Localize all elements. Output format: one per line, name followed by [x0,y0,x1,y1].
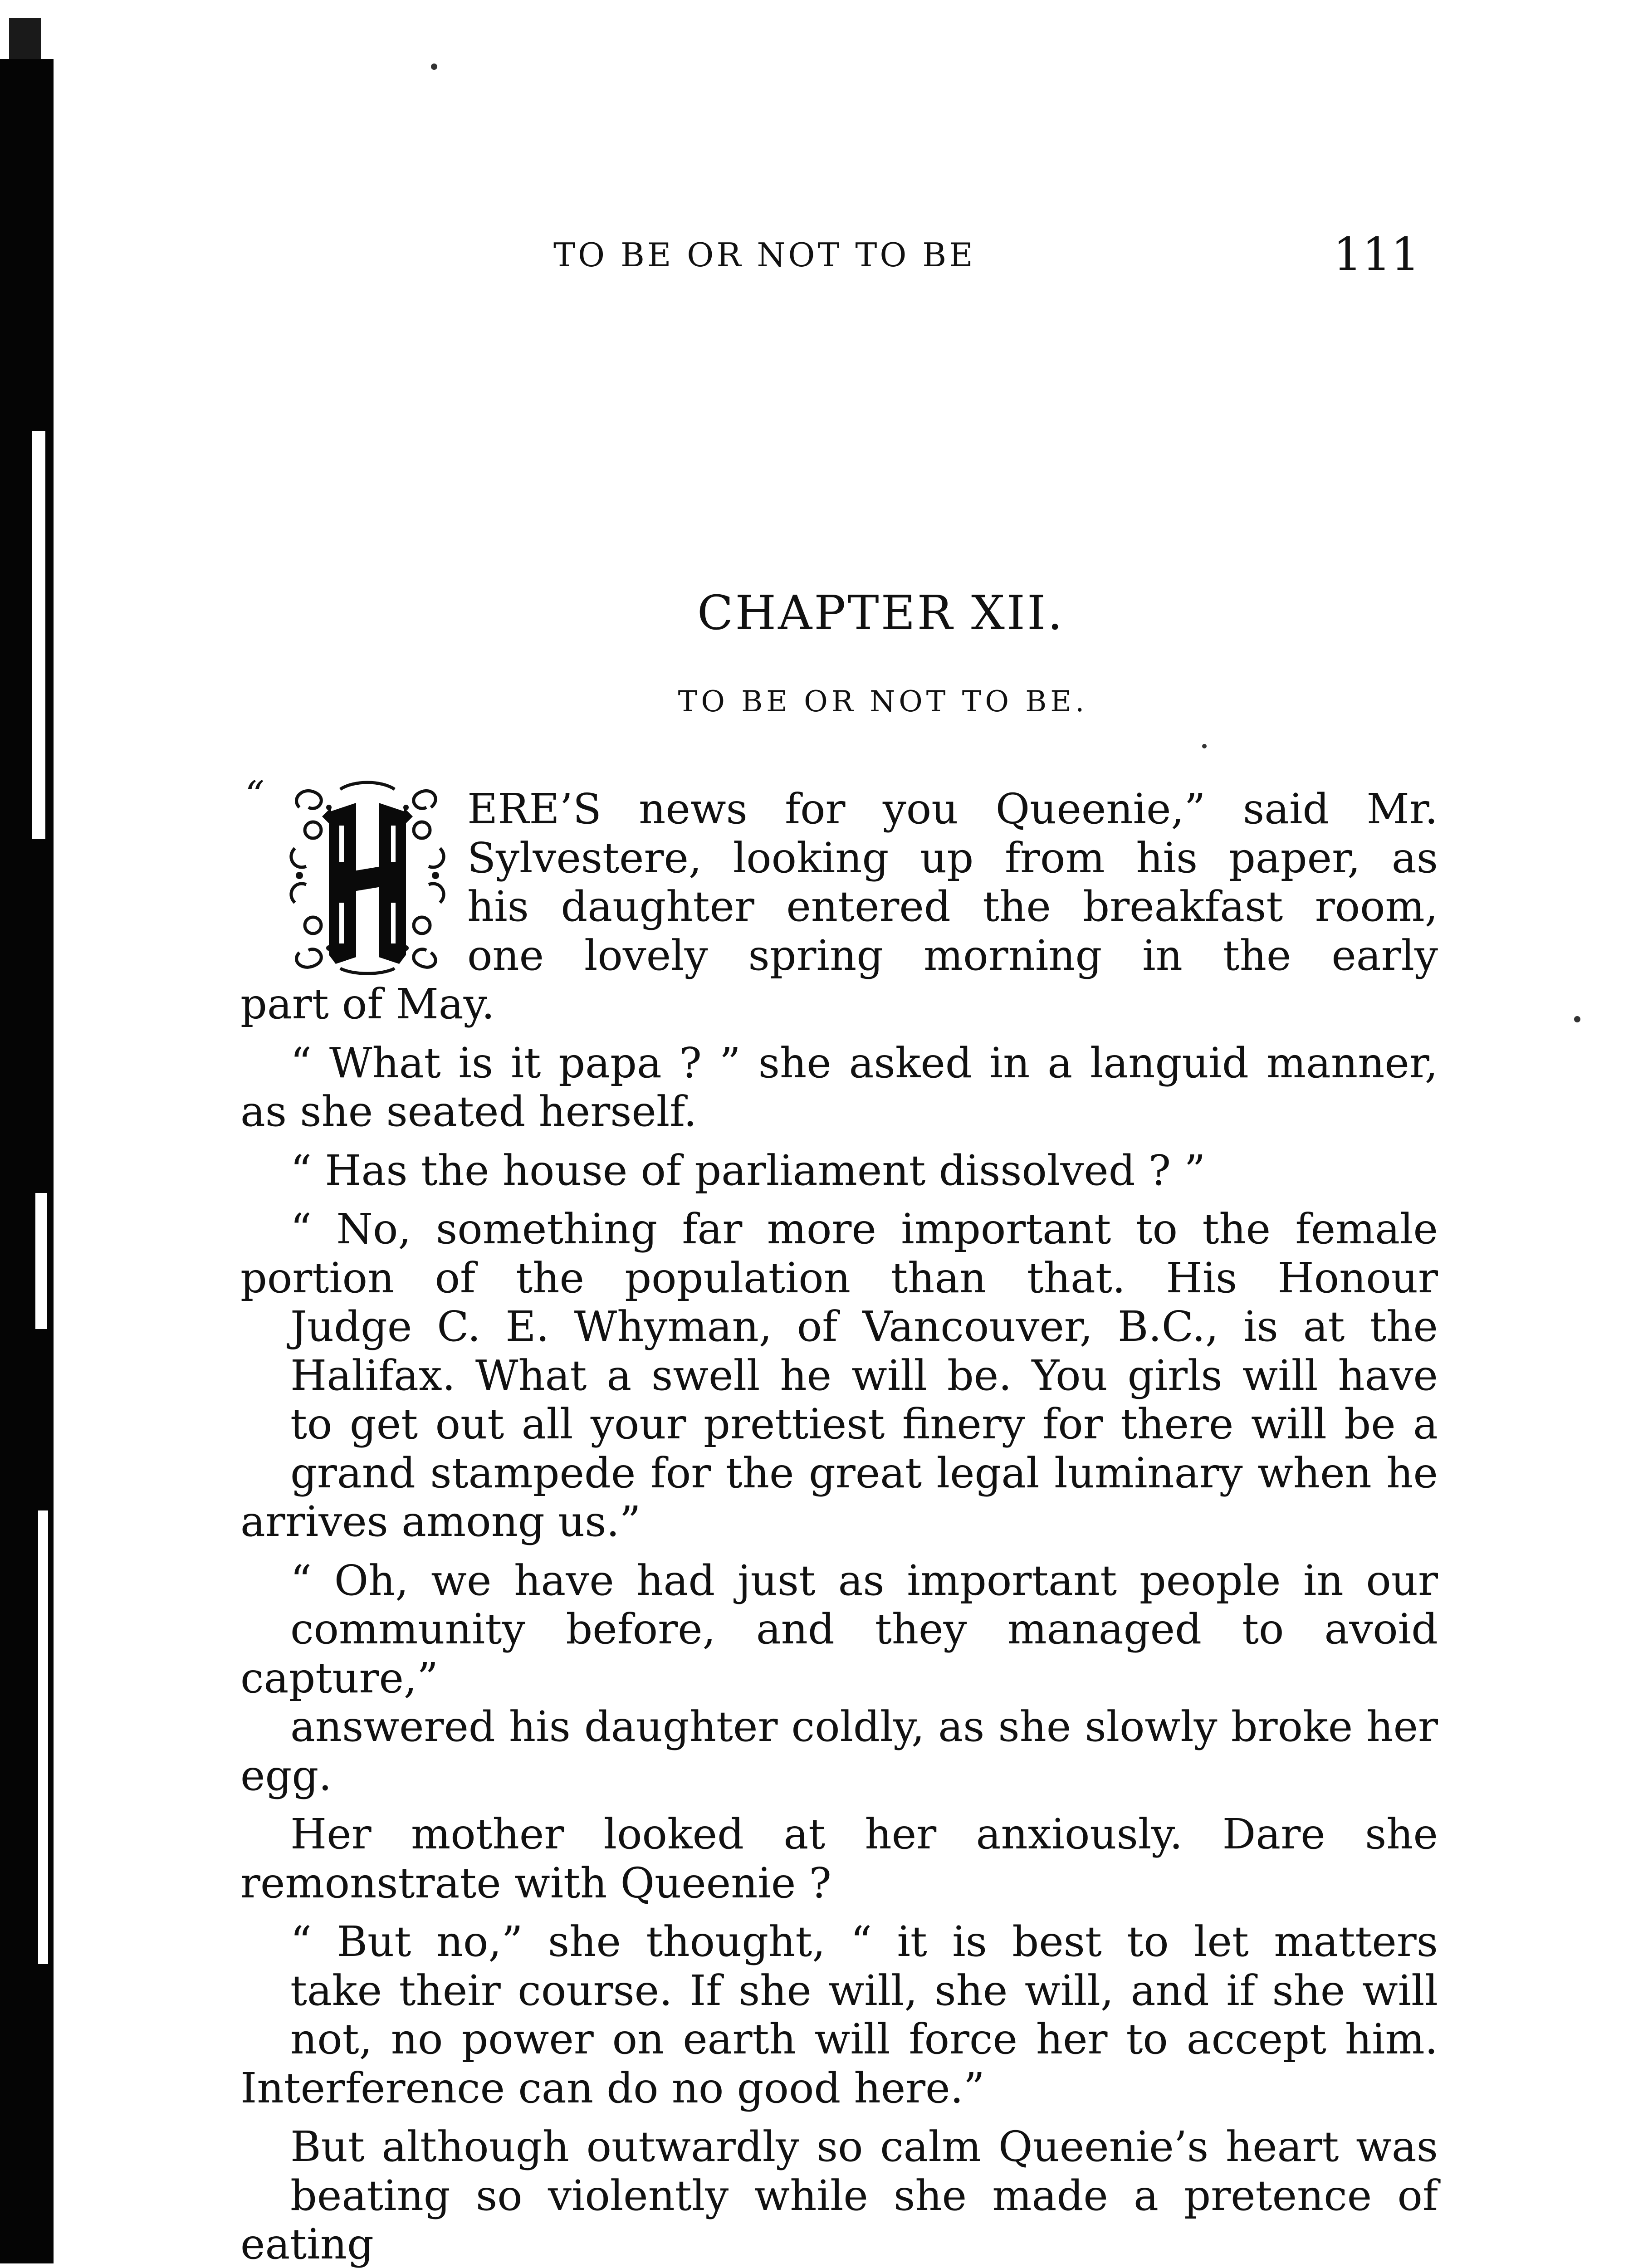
text-line: take their course. If she will, she will, and if she will [290,1966,1438,2015]
open-quote: “ [245,773,264,817]
paragraph [240,2122,1438,2268]
chapter-subtitle: TO BE OR NOT TO BE. [678,685,1088,719]
page-number: 111 [1333,228,1420,281]
running-header-title: TO BE OR NOT TO BE [553,236,976,274]
text-line: portion of the population than that. His Honour [240,1253,1438,1302]
text-line: as she seated herself. [240,1087,697,1136]
scan-speck [431,64,437,70]
text-line: answered his daughter coldly, as she slowly broke her [290,1702,1438,1751]
chapter-title: CHAPTER XII. [697,585,1065,640]
scan-binding-edge [0,59,54,2263]
text-line: Halifax. What a swell he will be. You girls will have [290,1351,1438,1400]
text-line: arrives among us.” [240,1497,641,1546]
paragraph [240,1039,1438,1136]
paragraph [240,1917,1438,2112]
text-line: Judge C. E. Whyman, of Vancouver, B.C., is at the [290,1302,1438,1351]
text-line: “ But no,” she thought, “ it is best to let matters [290,1917,1438,1966]
text-line: beating so violently while she made a pretence of eating [240,2171,1438,2268]
drop-cap-ornament-icon [286,780,449,975]
text-line: ERE’S news for you Queenie,” said Mr. [467,785,1438,833]
text-line: Her mother looked at her anxiously. Dare she [290,1810,1438,1858]
scan-speck [1202,744,1207,748]
opening-paragraph [240,773,1438,1029]
text-line: not, no power on earth will force her to accept him. [290,2015,1438,2063]
paragraph [240,1810,1438,1907]
text-line: remonstrate with Queenie ? [240,1858,831,1907]
text-line: one lovely spring morning in the early [467,931,1438,980]
text-line: part of May. [240,980,495,1028]
text-line: community before, and they managed to avoid capture,” [240,1605,1438,1702]
text-line: his daughter entered the breakfast room, [467,882,1438,931]
text-line: But although outwardly so calm Queenie’s heart was [290,2122,1438,2171]
text-line: “ No, something far more important to the female [290,1205,1438,1253]
text-line: “ What is it papa ? ” she asked in a languid manner, [290,1038,1438,1087]
ornamental-drop-cap [286,780,449,975]
scan-speck [1574,1016,1580,1022]
text-line: to get out all your prettiest finery for there will be a [290,1400,1438,1448]
body-text [240,773,1438,2268]
text-line: Sylvestere, looking up from his paper, as [467,833,1438,882]
paragraph [240,1556,1438,1800]
text-line: Interference can do no good here.” [240,2063,985,2112]
paragraph [240,1146,1438,1195]
text-line: egg. [240,1751,332,1800]
paragraph [240,1205,1438,1546]
text-line: grand stampede for the great legal luminary when he [290,1448,1438,1497]
text-line: “ Has the house of parliament dissolved ? ” [290,1146,1206,1195]
text-line: “ Oh, we have had just as important people in our [290,1556,1438,1605]
running-header [240,228,1420,286]
